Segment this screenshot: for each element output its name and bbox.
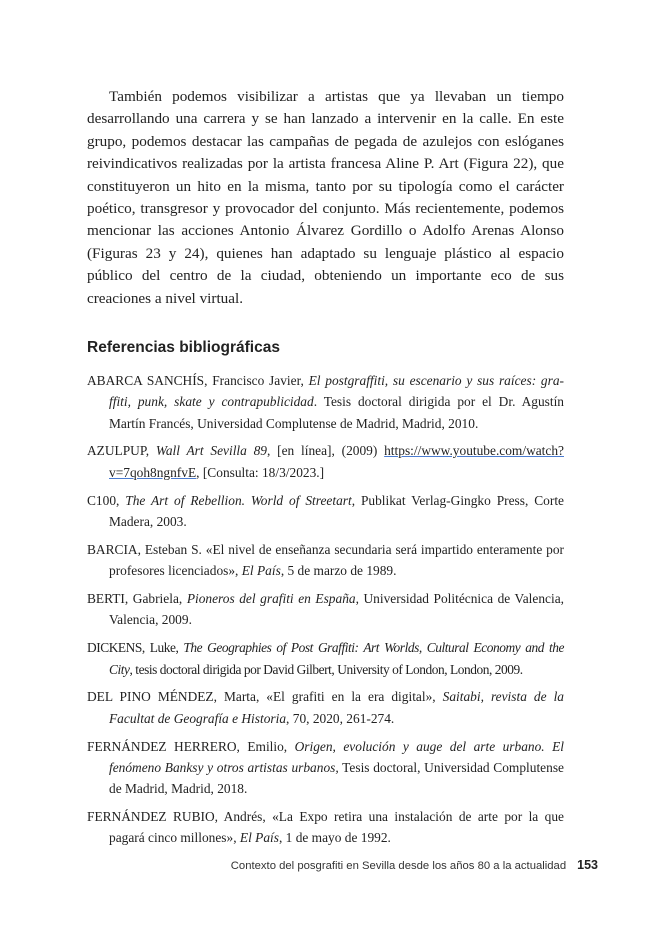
reference-abarca: ABARCA SANCHÍS, Francisco Javier, El postgraffiti, su escenario y sus raíces: graffiti, punk, skate y contrapublicidad. Tesis doctoral dirigida por el Dr. Agustín Martín Francés, Universidad Complutense de Madrid, Madrid, 2010. xyxy=(87,373,565,431)
reference-berti: BERTI, Gabriela, Pioneros del grafiti en España, Universidad Politécnica de Valencia, Valencia, 2009. xyxy=(87,591,564,628)
reference-dickens: DICKENS, Luke, The Geographies of Post Graffiti: Art Worlds, Cultural Economy and the City, tesis doctoral dirigida por David Gilbert, University of London, London, 2009. xyxy=(87,640,564,677)
reference-fernandez-rubio: FERNÁNDEZ RUBIO, Andrés, «La Expo retira una instalación de arte por la que pagará cinco millones», El País, 1 de mayo de 1992. xyxy=(87,809,564,846)
page-footer xyxy=(231,858,598,872)
body-paragraph: También podemos visibilizar a artistas que ya llevaban un tiempo desarrollando una carrera y se han lanzado a intervenir en la calle. En este grupo, podemos destacar las campañas de pegada de azulejos con eslóganes reivindicativos realizadas por la artista francesa Aline P. Art (Figura 22), que constituyeron un hito en la misma, tanto por su tipología como el carácter poético, transgresor y provocador del conjunto. Más recientemente, podemos mencionar las acciones Antonio Álvarez Gordillo o Adolfo Arenas Alonso (Figuras 23 y 24), quienes han adaptado su lenguaje plástico al espacio público del centro de la ciudad, obteniendo un importante eco de sus creaciones a nivel virtual. xyxy=(87,88,564,307)
references-heading: Referencias bibliográficas xyxy=(87,339,280,356)
reference-fernandez-herrero: FERNÁNDEZ HERRERO, Emilio, Origen, evolución y auge del arte urbano. El fenómeno Banksy y otros artistas urbanos, Tesis doctoral, Universidad Complutense de Madrid, Madrid, 2018. xyxy=(87,738,564,797)
reference-link[interactable]: https://www.youtube.com/watch?v=7qoh8ngnfvE xyxy=(109,443,564,480)
reference-barcia: BARCIA, Esteban S. «El nivel de enseñanza secundaria será impartido enteramente por profesores licenciados», El País, 5 de marzo de 1989. xyxy=(87,541,564,579)
reference-c100: C100, The Art of Rebellion. World of Streetart, Publikat Verlag-Gingko Press, Corte Madera, 2003. xyxy=(87,492,564,529)
page-number: 153 xyxy=(577,858,598,872)
reference-del-pino: DEL PINO MÉNDEZ, Marta, «El grafiti en la era digital», Saitabi, revista de la Facultat de Geografía e Historia, 70, 2020, 261-274. xyxy=(87,689,564,726)
running-title: Contexto del posgrafiti en Sevilla desde los años 80 a la actualidad xyxy=(230,860,567,872)
references-list xyxy=(87,370,564,855)
reference-azulpup: AZULPUP, Wall Art Sevilla 89, [en línea], (2009) https://www.youtube.com/watch?v=7qoh8ngnfvE, [Consulta: 18/3/2023.] xyxy=(87,443,564,480)
